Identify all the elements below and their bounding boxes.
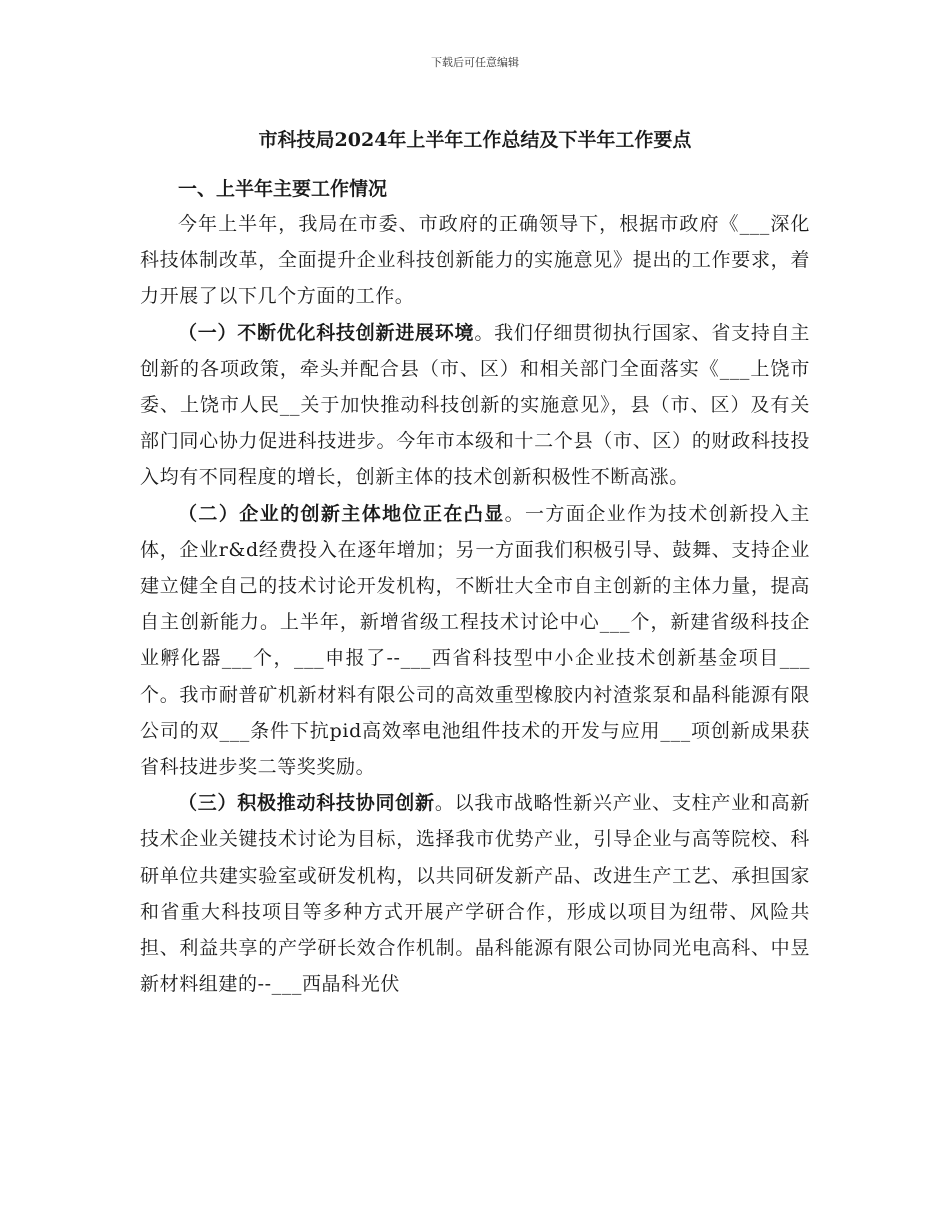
intro-paragraph: 今年上半年，我局在市委、市政府的正确领导下，根据市政府《___深化科技体制改革，全面提升企业科技创新能力的实施意见》提出的工作要求，着力开展了以下几个方面的工作。 — [140, 213, 810, 308]
page-header-note: 下载后可任意编辑 — [431, 56, 519, 69]
item-lead: （三）积极推动科技协同创新 — [178, 792, 435, 815]
item-body: 。我们仔细贯彻执行国家、省支持自主创新的各项政策，牵头并配合县（市、区）和相关部门全面落实《___上饶市委、上饶市人民__关于加快推动科技创新的实施意见》，县（市、区）及有关部门同心协力促进科技进步。今年市本级和十二个县（市、区）的财政科技投入均有不同程度的增长，创新主体的技术创新积极性不断高涨。 — [140, 321, 810, 489]
item-paragraph-1 — [140, 315, 810, 496]
item-paragraph-3 — [140, 785, 810, 1002]
item-body: 。一方面企业作为技术创新投入主体，企业r&d经费投入在逐年增加；另一方面我们积极引导、鼓舞、支持企业建立健全自己的技术讨论开发机构，不断壮大全市自主创新的主体力量，提高自主创新能力。上半年，新增省级工程技术讨论中心___个，新建省级科技企业孵化器___个，___申报了--___西省科技型中小企业技术创新基金项目___个。我市耐普矿机新材料有限公司的高效重型橡胶内衬渣浆泵和晶科能源有限公司的双___条件下抗pid高效率电池组件技术的开发与应用___项创新成果获省科技进步奖二等奖奖励。 — [140, 502, 810, 779]
section-heading: 一、上半年主要工作情况 — [178, 178, 388, 200]
item-lead: （一）不断优化科技创新进展环境 — [178, 321, 475, 344]
item-lead: （二）企业的创新主体地位正在凸显 — [178, 502, 505, 525]
item-body: 。以我市战略性新兴产业、支柱产业和高新技术企业关键技术讨论为目标，选择我市优势产业，引导企业与高等院校、科研单位共建实验室或研发机构，以共同研发新产品、改进生产工艺、承担国家和省重大科技项目等多种方式开展产学研合作，形成以项目为纽带、风险共担、利益共享的产学研长效合作机制。晶科能源有限公司协同光电高科、中昱新材料组建的--___西晶科光伏 — [140, 792, 810, 996]
item-paragraph-2 — [140, 496, 810, 786]
document-body — [140, 118, 810, 1002]
document-title: 市科技局2024年上半年工作总结及下半年工作要点 — [258, 129, 692, 151]
